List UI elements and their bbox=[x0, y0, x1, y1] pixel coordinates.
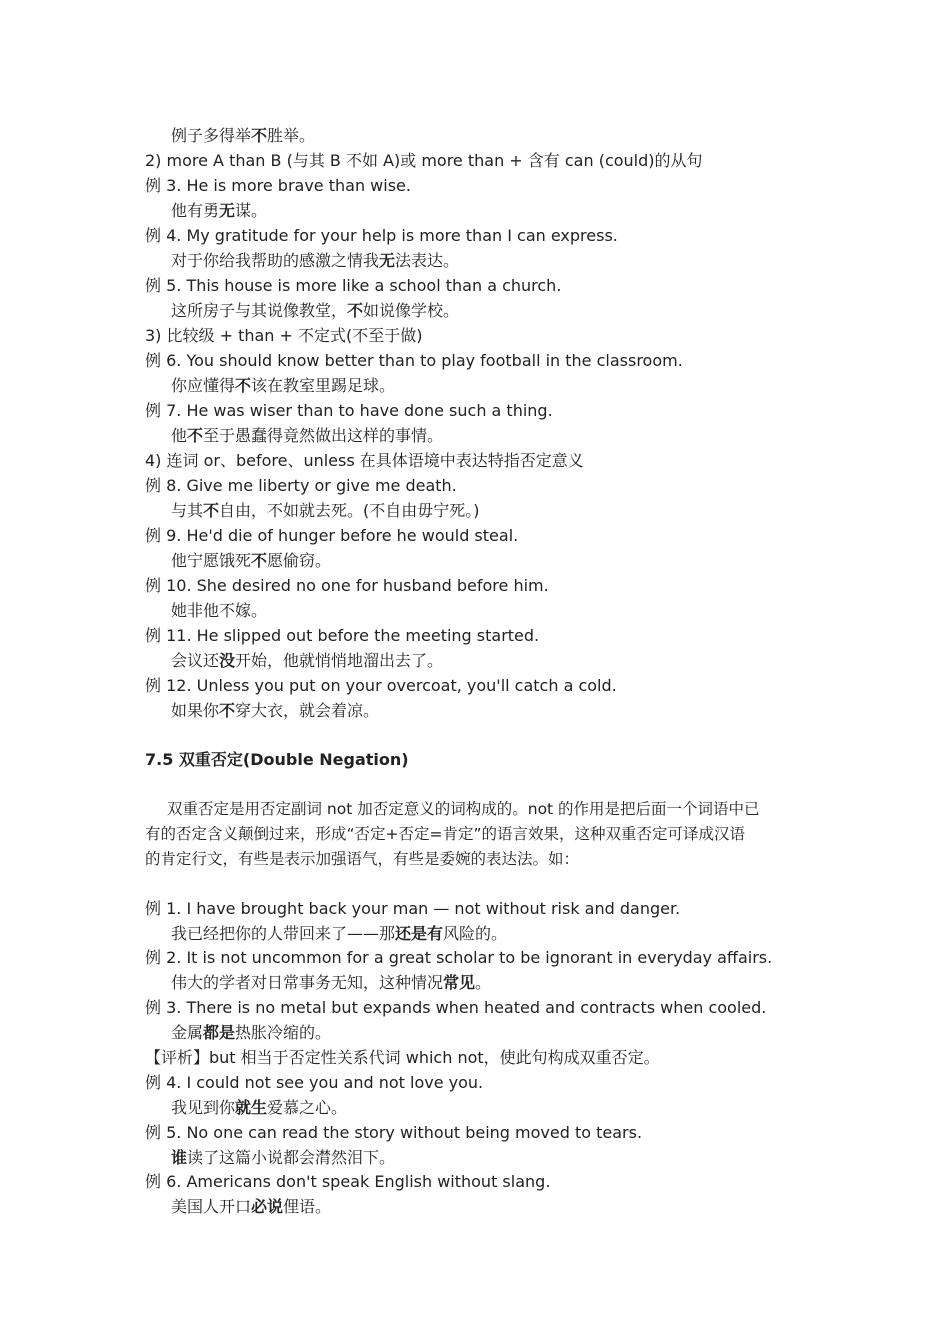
text-line: 例 6. You should know better than to play football in the classroom. bbox=[145, 351, 683, 370]
text-line: 例子多得举不胜举。 bbox=[171, 126, 316, 145]
text-line: 美国人开口必说俚语。 bbox=[171, 1197, 332, 1216]
text-line: 【评析】but 相当于否定性关系代词 which not，使此句构成双重否定。 bbox=[145, 1048, 660, 1067]
text-line: 例 9. He'd die of hunger before he would steal. bbox=[145, 526, 519, 545]
paragraph-line: 有的否定含义颠倒过来，形成“否定+否定=肯定”的语言效果，这种双重否定可译成汉语 bbox=[145, 825, 746, 843]
text-line: 例 7. He was wiser than to have done such a thing. bbox=[145, 401, 553, 420]
text-line: 他不至于愚蠢得竟然做出这样的事情。 bbox=[171, 426, 444, 445]
text-line: 你应懂得不该在教室里踢足球。 bbox=[171, 376, 396, 395]
text-line: 我见到你就生爱慕之心。 bbox=[171, 1098, 348, 1117]
intro-paragraph bbox=[145, 797, 810, 872]
text-line: 例 3. There is no metal but expands when heated and contracts when cooled. bbox=[145, 998, 767, 1017]
text-line: 例 8. Give me liberty or give me death. bbox=[145, 476, 457, 495]
text-line: 例 4. My gratitude for your help is more than I can express. bbox=[145, 226, 618, 245]
text-line: 例 11. He slipped out before the meeting started. bbox=[145, 626, 540, 645]
section-heading: 7.5 双重否定(Double Negation) bbox=[145, 750, 409, 769]
text-line: 例 4. I could not see you and not love you. bbox=[145, 1073, 484, 1092]
text-line: 2) more A than B (与其 B 不如 A)或 more than + 含有 can (could)的从句 bbox=[145, 151, 703, 170]
text-line: 与其不自由，不如就去死。(不自由毋宁死。) bbox=[171, 501, 480, 520]
paragraph-line: 的肯定行文，有些是表示加强语气，有些是委婉的表达法。如： bbox=[145, 850, 580, 868]
text-line: 例 2. It is not uncommon for a great scholar to be ignorant in everyday affairs. bbox=[145, 948, 773, 967]
text-line: 谁读了这篇小说都会潸然泪下。 bbox=[171, 1148, 396, 1167]
text-line: 他有勇无谋。 bbox=[171, 201, 268, 220]
text-line: 金属都是热胀冷缩的。 bbox=[171, 1023, 332, 1042]
text-line: 这所房子与其说像教堂，不如说像学校。 bbox=[171, 301, 460, 320]
text-line: 对于你给我帮助的感激之情我无法表达。 bbox=[171, 251, 460, 270]
text-line: 他宁愿饿死不愿偷窃。 bbox=[171, 551, 332, 570]
text-line: 会议还没开始，他就悄悄地溜出去了。 bbox=[171, 651, 444, 670]
text-line: 例 5. No one can read the story without being moved to tears. bbox=[145, 1123, 643, 1142]
text-line: 3) 比较级 + than + 不定式(不至于做) bbox=[145, 326, 423, 345]
text-line: 4) 连词 or、before、unless 在具体语境中表达特指否定意义 bbox=[145, 451, 584, 470]
text-line: 我已经把你的人带回来了——那还是有风险的。 bbox=[171, 924, 508, 943]
text-line: 例 3. He is more brave than wise. bbox=[145, 176, 411, 195]
text-line: 伟大的学者对日常事务无知，这种情况常见。 bbox=[171, 973, 492, 992]
text-line: 例 1. I have brought back your man — not without risk and danger. bbox=[145, 899, 681, 918]
text-line: 例 5. This house is more like a school than a church. bbox=[145, 276, 562, 295]
text-line: 如果你不穿大衣，就会着凉。 bbox=[171, 701, 380, 720]
paragraph-line: 双重否定是用否定副词 not 加否定意义的词构成的。not 的作用是把后面一个词语中已 bbox=[167, 800, 760, 818]
text-line: 例 6. Americans don't speak English without slang. bbox=[145, 1172, 551, 1191]
text-line: 例 10. She desired no one for husband before him. bbox=[145, 576, 549, 595]
text-line: 例 12. Unless you put on your overcoat, you'll catch a cold. bbox=[145, 676, 617, 695]
text-line: 她非他不嫁。 bbox=[171, 601, 268, 620]
